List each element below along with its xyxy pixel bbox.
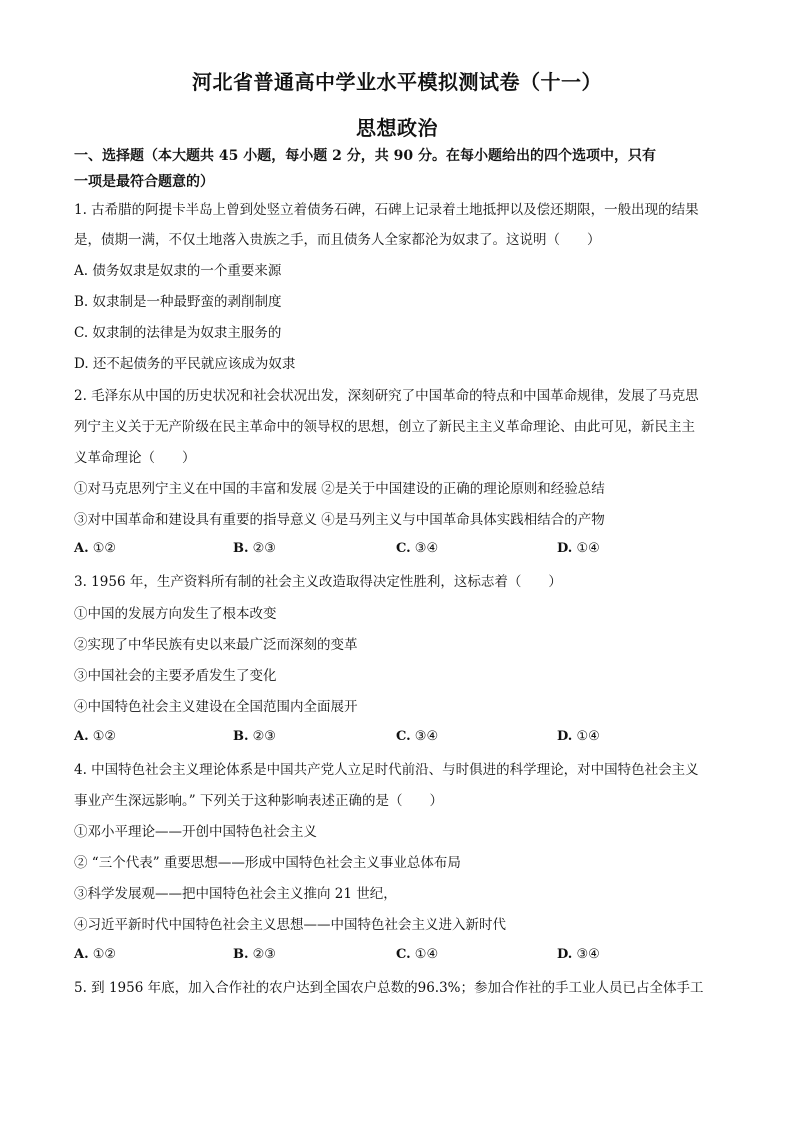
question-1-stem-line-1: 1. 古希腊的阿提卡半岛上曾到处竖立着债务石碑，石碑上记录着土地抵押以及偿还期限，一般出现的结果: [74, 202, 699, 218]
question-1-option-c: C. 奴隶制的法律是为奴隶主服务的: [74, 325, 282, 341]
exam-subject: 思想政治: [356, 116, 438, 140]
question-2-choice-b: B. ②③: [233, 541, 276, 556]
question-2-stem-line-2: 列宁主义关于无产阶级在民主革命中的领导权的思想，创立了新民主主义革命理论、由此可见，新民主主: [74, 419, 695, 435]
section-heading-line-2: 一项是最符合题意的）: [74, 174, 214, 190]
section-heading-line-1: 一、选择题（本大题共 45 小题，每小题 2 分，共 90 分。在每小题给出的四个选项中，只有: [74, 148, 656, 164]
question-5-stem-line-1: 5. 到 1956 年底，加入合作社的农户达到全国农户总数的96.3%；参加合作社的手工业人员已占全体手工: [74, 980, 704, 996]
question-3-statement-2: ②实现了中华民族有史以来最广泛而深刻的变革: [74, 637, 358, 653]
question-2-statement-line-2: ③对中国革命和建设具有重要的指导意义 ④是马列主义与中国革命具体实践相结合的产物: [74, 512, 605, 528]
question-2-choice-c: C. ③④: [396, 541, 439, 556]
question-3-choice-d: D. ①④: [557, 729, 600, 744]
question-1-option-a: A. 债务奴隶是奴隶的一个重要来源: [74, 263, 282, 279]
question-3-choice-b: B. ②③: [233, 729, 276, 744]
question-3-statement-1: ①中国的发展方向发生了根本改变: [74, 606, 277, 622]
question-4-statement-2: ② “三个代表” 重要思想——形成中国特色社会主义事业总体布局: [74, 855, 461, 871]
question-2-choice-a: A. ①②: [74, 541, 117, 556]
question-4-choice-c: C. ①④: [396, 947, 439, 962]
question-1-stem-line-2: 是，债期一满，不仅土地落入贵族之手，而且债务人全家都沦为奴隶了。这说明（ ）: [74, 232, 601, 248]
question-4-choice-a: A. ①②: [74, 947, 117, 962]
question-4-stem-line-2: 事业产生深远影响。” 下列关于这种影响表述正确的是（ ）: [74, 793, 443, 809]
question-3-statement-4: ④中国特色社会主义建设在全国范围内全面展开: [74, 699, 358, 715]
exam-title: 河北省普通高中学业水平模拟测试卷（十一）: [192, 70, 602, 94]
question-4-statement-4: ④习近平新时代中国特色社会主义思想——中国特色社会主义进入新时代: [74, 917, 506, 933]
question-2-statement-line-1: ①对马克思列宁主义在中国的丰富和发展 ②是关于中国建设的正确的理论原则和经验总结: [74, 481, 605, 497]
question-1-option-d: D. 还不起债务的平民就应该成为奴隶: [74, 356, 296, 372]
question-3-stem: 3. 1956 年，生产资料所有制的社会主义改造取得决定性胜利，这标志着（ ）: [74, 574, 562, 590]
question-3-choice-a: A. ①②: [74, 729, 117, 744]
question-1-option-b: B. 奴隶制是一种最野蛮的剥削制度: [74, 294, 282, 310]
question-2-stem-line-1: 2. 毛泽东从中国的历史状况和社会状况出发，深刻研究了中国革命的特点和中国革命规律，发展了马克思: [74, 388, 699, 404]
question-3-statement-3: ③中国社会的主要矛盾发生了变化: [74, 668, 277, 684]
question-4-statement-1: ①邓小平理论——开创中国特色社会主义: [74, 824, 317, 840]
question-3-choice-c: C. ③④: [396, 729, 439, 744]
question-2-choice-d: D. ①④: [557, 541, 600, 556]
question-2-stem-line-3: 义革命理论（ ）: [74, 450, 196, 466]
question-4-choice-d: D. ③④: [557, 947, 600, 962]
question-4-statement-3: ③科学发展观——把中国特色社会主义推向 21 世纪，: [74, 886, 397, 902]
question-4-choice-b: B. ②③: [233, 947, 276, 962]
question-4-stem-line-1: 4. 中国特色社会主义理论体系是中国共产党人立足时代前沿、与时俱进的科学理论，对中国特色社会主义: [74, 762, 699, 778]
